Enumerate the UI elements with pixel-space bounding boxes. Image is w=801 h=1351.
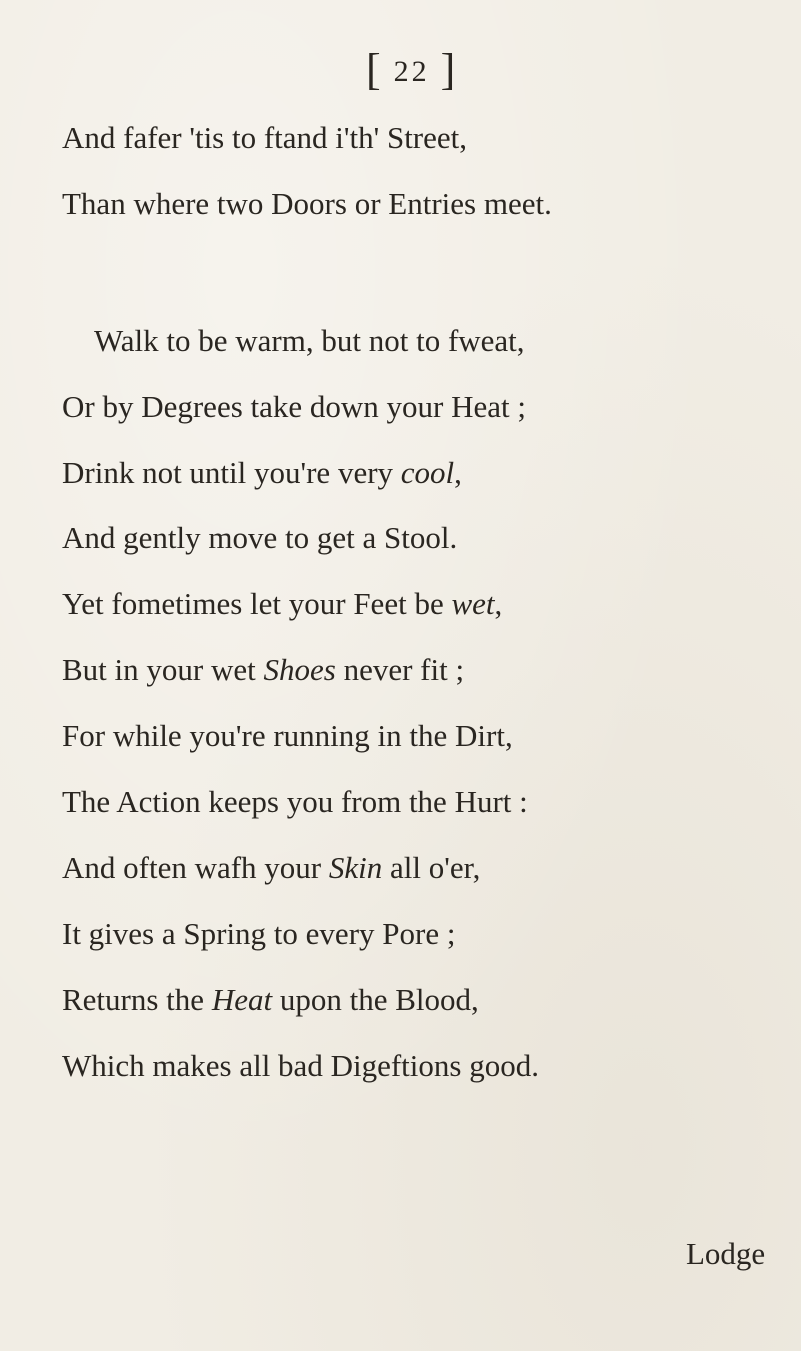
verse-line bbox=[62, 918, 455, 949]
verse-text: , bbox=[454, 455, 462, 490]
verse-text: For while you're running in the Dirt, bbox=[62, 718, 513, 753]
verse-line bbox=[62, 457, 462, 488]
verse-text: all o'er, bbox=[382, 850, 481, 885]
verse-text: And often wafh your bbox=[62, 850, 329, 885]
verse-text: never fit ; bbox=[335, 652, 465, 687]
verse-line: And fafer 'tis to ftand i'th' Street, bbox=[62, 120, 468, 155]
verse-text: upon the Blood, bbox=[272, 982, 479, 1017]
verse-line bbox=[62, 984, 479, 1015]
verse-line bbox=[62, 786, 528, 817]
verse-text: Returns the bbox=[62, 982, 212, 1017]
page-number-value: 22 bbox=[393, 55, 430, 88]
verse-line bbox=[62, 654, 464, 685]
verse-line bbox=[62, 720, 513, 751]
verse-text: Yet fometimes let your Feet be bbox=[62, 586, 452, 621]
verse-text: Walk to be warm, but not to fweat, bbox=[94, 323, 525, 358]
verse-text: And gently move to get a Stool. bbox=[62, 520, 458, 555]
verse-text: Drink not until you're very bbox=[62, 455, 401, 490]
verse-italic-word: Skin bbox=[328, 850, 383, 885]
verse-italic-word: Shoes bbox=[263, 652, 336, 687]
verse-text: , bbox=[494, 586, 503, 621]
verse-line bbox=[62, 1050, 539, 1081]
verse-text: Or by Degrees take down your Heat ; bbox=[62, 389, 526, 424]
catchword: Lodge bbox=[686, 1236, 766, 1271]
verse-text: Which makes all bad Digeftions good. bbox=[62, 1048, 539, 1083]
verse-line bbox=[94, 325, 525, 356]
verse-line: Than where two Doors or Entries meet. bbox=[62, 186, 552, 221]
verse-italic-word: wet bbox=[451, 586, 495, 621]
verse-line bbox=[62, 391, 526, 422]
verse-text: It gives a Spring to every Pore ; bbox=[62, 916, 456, 951]
verse-line bbox=[62, 522, 457, 553]
verse-line bbox=[62, 588, 502, 619]
verse-line bbox=[62, 852, 480, 883]
page-number bbox=[366, 45, 506, 94]
page-number-close-bracket: ] bbox=[440, 45, 458, 94]
verse-text: But in your wet bbox=[62, 652, 264, 687]
verse-text: The Action keeps you from the Hurt : bbox=[62, 784, 528, 819]
page-number-open-bracket: [ bbox=[366, 45, 383, 94]
verse-italic-word: Heat bbox=[211, 982, 273, 1017]
verse-italic-word: cool bbox=[400, 455, 455, 490]
